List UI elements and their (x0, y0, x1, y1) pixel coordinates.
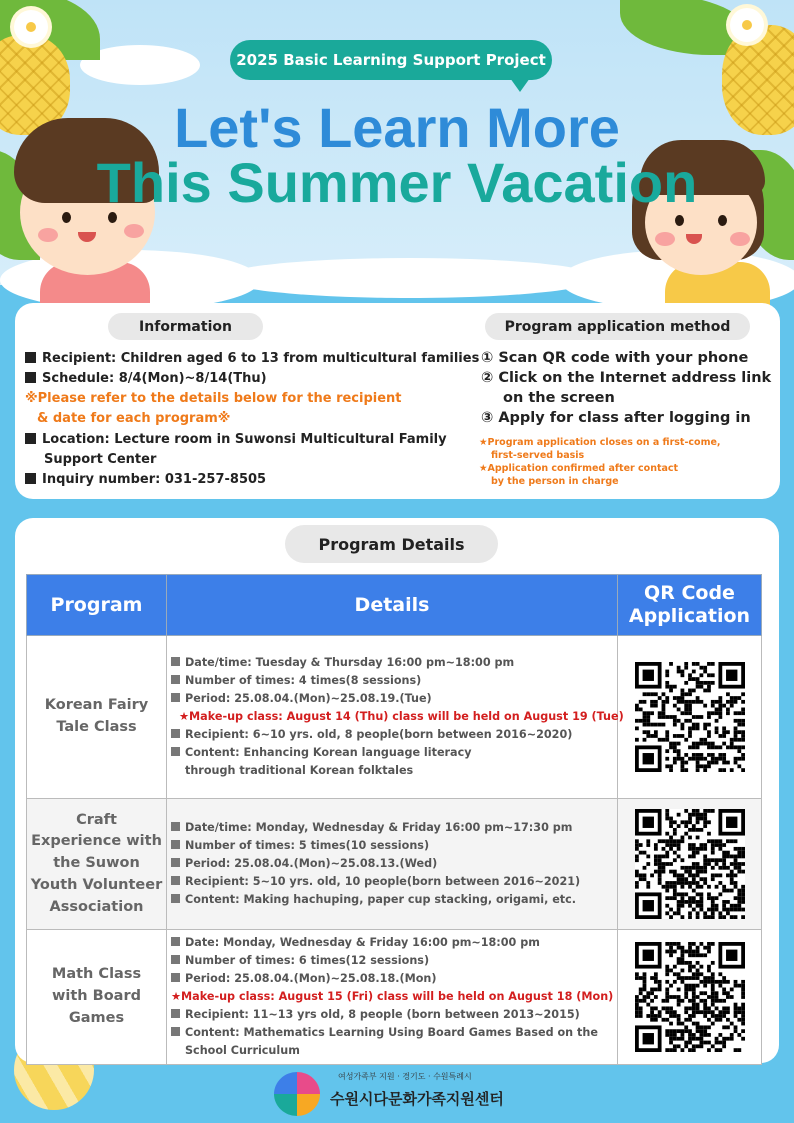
info-text: Schedule: 8/4(Mon)~8/14(Thu) (42, 371, 267, 386)
bullet-icon (25, 372, 36, 383)
detail-line (171, 1024, 616, 1042)
app-note-1-cont: first-served basis (491, 450, 585, 461)
project-label-badge (230, 40, 552, 80)
footer-logo (274, 1068, 524, 1120)
bullet-icon (171, 858, 180, 867)
center-logo-icon (274, 1072, 320, 1116)
detail-text: Content: Mathematics Learning Using Board Games Based on the (185, 1025, 598, 1039)
detail-line-cont: through traditional Korean folktales (185, 763, 414, 777)
girl-eye (675, 215, 684, 226)
info-location-cont: Support Center (44, 452, 157, 467)
bullet-icon (171, 822, 180, 831)
bullet-icon (25, 352, 36, 363)
center-name: 수원시다문화가족지원센터 (330, 1090, 504, 1108)
table-header-row (27, 575, 762, 636)
app-note-1: ★Program application closes on a first-come, (479, 437, 721, 448)
info-note-cont: & date for each program※ (37, 411, 231, 426)
col-qr: QR Code Application (618, 575, 762, 636)
qr-cell[interactable] (618, 636, 762, 799)
qr-cell[interactable] (618, 799, 762, 930)
app-note-2-cont: by the person in charge (491, 476, 619, 487)
detail-line (171, 726, 616, 744)
qr-code-icon[interactable] (635, 662, 745, 772)
project-label: 2025 Basic Learning Support Project (236, 51, 546, 69)
detail-text: Date: Monday, Wednesday & Friday 16:00 pm~18:00 pm (185, 936, 540, 950)
qr-cell[interactable] (618, 930, 762, 1065)
flower-decoration (730, 8, 764, 42)
detail-line (171, 1006, 616, 1024)
detail-text: Number of times: 6 times(12 sessions) (185, 954, 430, 968)
program-name: Math Class with Board Games (27, 930, 167, 1065)
sponsor-line: 여성가족부 지원 · 경기도 · 수원특례시 (338, 1072, 472, 1081)
detail-text: Period: 25.08.04.(Mon)~25.08.13.(Wed) (185, 857, 438, 871)
detail-line (171, 970, 616, 988)
app-step-3: ③ Apply for class after logging in (481, 410, 751, 426)
boy-cheek (124, 224, 144, 238)
cloud-decoration (220, 258, 600, 298)
bullet-icon (171, 894, 180, 903)
girl-cheek (730, 232, 750, 246)
detail-line (171, 654, 616, 672)
bullet-icon (171, 675, 180, 684)
info-recipient (25, 351, 479, 366)
application-heading: Program application method (485, 313, 750, 340)
makeup-class-notice: ★Make-up class: August 14 (Thu) class will be held on August 19 (Tue) (179, 710, 624, 724)
table-row (27, 799, 762, 930)
flower-decoration (14, 10, 48, 44)
information-heading: Information (108, 313, 263, 340)
detail-text: Period: 25.08.04.(Mon)~25.08.19.(Tue) (185, 692, 432, 706)
app-step-2-cont: on the screen (503, 390, 615, 406)
detail-line (171, 855, 616, 873)
qr-code-icon[interactable] (635, 809, 745, 919)
detail-line (171, 819, 616, 837)
bullet-icon (171, 1009, 180, 1018)
info-note: ※Please refer to the details below for the recipient (25, 391, 402, 406)
bullet-icon (171, 973, 180, 982)
info-text: Inquiry number: 031-257-8505 (42, 472, 267, 487)
detail-line (171, 837, 616, 855)
detail-line (171, 690, 616, 708)
info-inquiry (25, 472, 266, 487)
detail-text: Date/time: Monday, Wednesday & Friday 16:00 pm~17:30 pm (185, 821, 573, 835)
app-step-1: ① Scan QR code with your phone (481, 350, 749, 366)
detail-text: Recipient: 11~13 yrs old, 8 people (born between 2013~2015) (185, 1007, 580, 1021)
detail-text: Number of times: 4 times(8 sessions) (185, 674, 422, 688)
detail-line (171, 934, 616, 952)
app-step-2: ② Click on the Internet address link (481, 370, 772, 386)
bullet-icon (171, 729, 180, 738)
program-name: Craft Experience with the Suwon Youth Volunteer Association (27, 799, 167, 930)
detail-text: Recipient: 5~10 yrs. old, 10 people(born between 2016~2021) (185, 874, 581, 888)
program-details-heading: Program Details (285, 525, 498, 563)
detail-line (171, 672, 616, 690)
qr-code-icon[interactable] (635, 942, 745, 1052)
col-program: Program (27, 575, 167, 636)
detail-line (171, 891, 616, 909)
detail-text: Period: 25.08.04.(Mon)~25.08.18.(Mon) (185, 972, 437, 986)
table-row (27, 636, 762, 799)
program-details-cell (167, 636, 624, 799)
bullet-icon (171, 693, 180, 702)
detail-text: Recipient: 6~10 yrs. old, 8 people(born between 2016~2020) (185, 727, 573, 741)
makeup-class-notice: ★Make-up class: August 15 (Fri) class will be held on August 18 (Mon) (171, 990, 614, 1004)
bullet-icon (171, 840, 180, 849)
bullet-icon (171, 657, 180, 666)
program-details-cell (167, 930, 618, 1065)
detail-line (171, 744, 616, 762)
col-details: Details (167, 575, 618, 636)
detail-text: Content: Making hachuping, paper cup stacking, origami, etc. (185, 892, 577, 906)
info-text: Recipient: Children aged 6 to 13 from multicultural families (42, 351, 480, 366)
boy-cheek (38, 228, 58, 242)
detail-text: Date/time: Tuesday & Thursday 16:00 pm~18:00 pm (185, 656, 515, 670)
bullet-icon (25, 473, 36, 484)
bullet-icon (171, 747, 180, 756)
info-text: Location: Lecture room in Suwonsi Multicultural Family (42, 432, 447, 447)
program-details-cell (167, 799, 618, 930)
app-note-2: ★Application confirmed after contact (479, 463, 679, 474)
page-title-line1: Let's Learn More (174, 96, 620, 159)
program-name: Korean Fairy Tale Class (27, 636, 167, 799)
girl-cheek (655, 232, 675, 246)
table-row (27, 930, 762, 1065)
info-location (25, 432, 447, 447)
bullet-icon (171, 1027, 180, 1036)
page-title-line2: This Summer Vacation (96, 151, 698, 214)
detail-text: Number of times: 5 times(10 sessions) (185, 839, 430, 853)
detail-line (171, 952, 616, 970)
bullet-icon (25, 433, 36, 444)
detail-line-cont: School Curriculum (185, 1043, 300, 1057)
info-schedule (25, 371, 267, 386)
detail-text: Content: Enhancing Korean language literacy (185, 745, 472, 759)
bullet-icon (171, 937, 180, 946)
bullet-icon (171, 955, 180, 964)
bullet-icon (171, 876, 180, 885)
girl-eye (718, 215, 727, 226)
detail-line (171, 873, 616, 891)
program-table (26, 574, 762, 1065)
